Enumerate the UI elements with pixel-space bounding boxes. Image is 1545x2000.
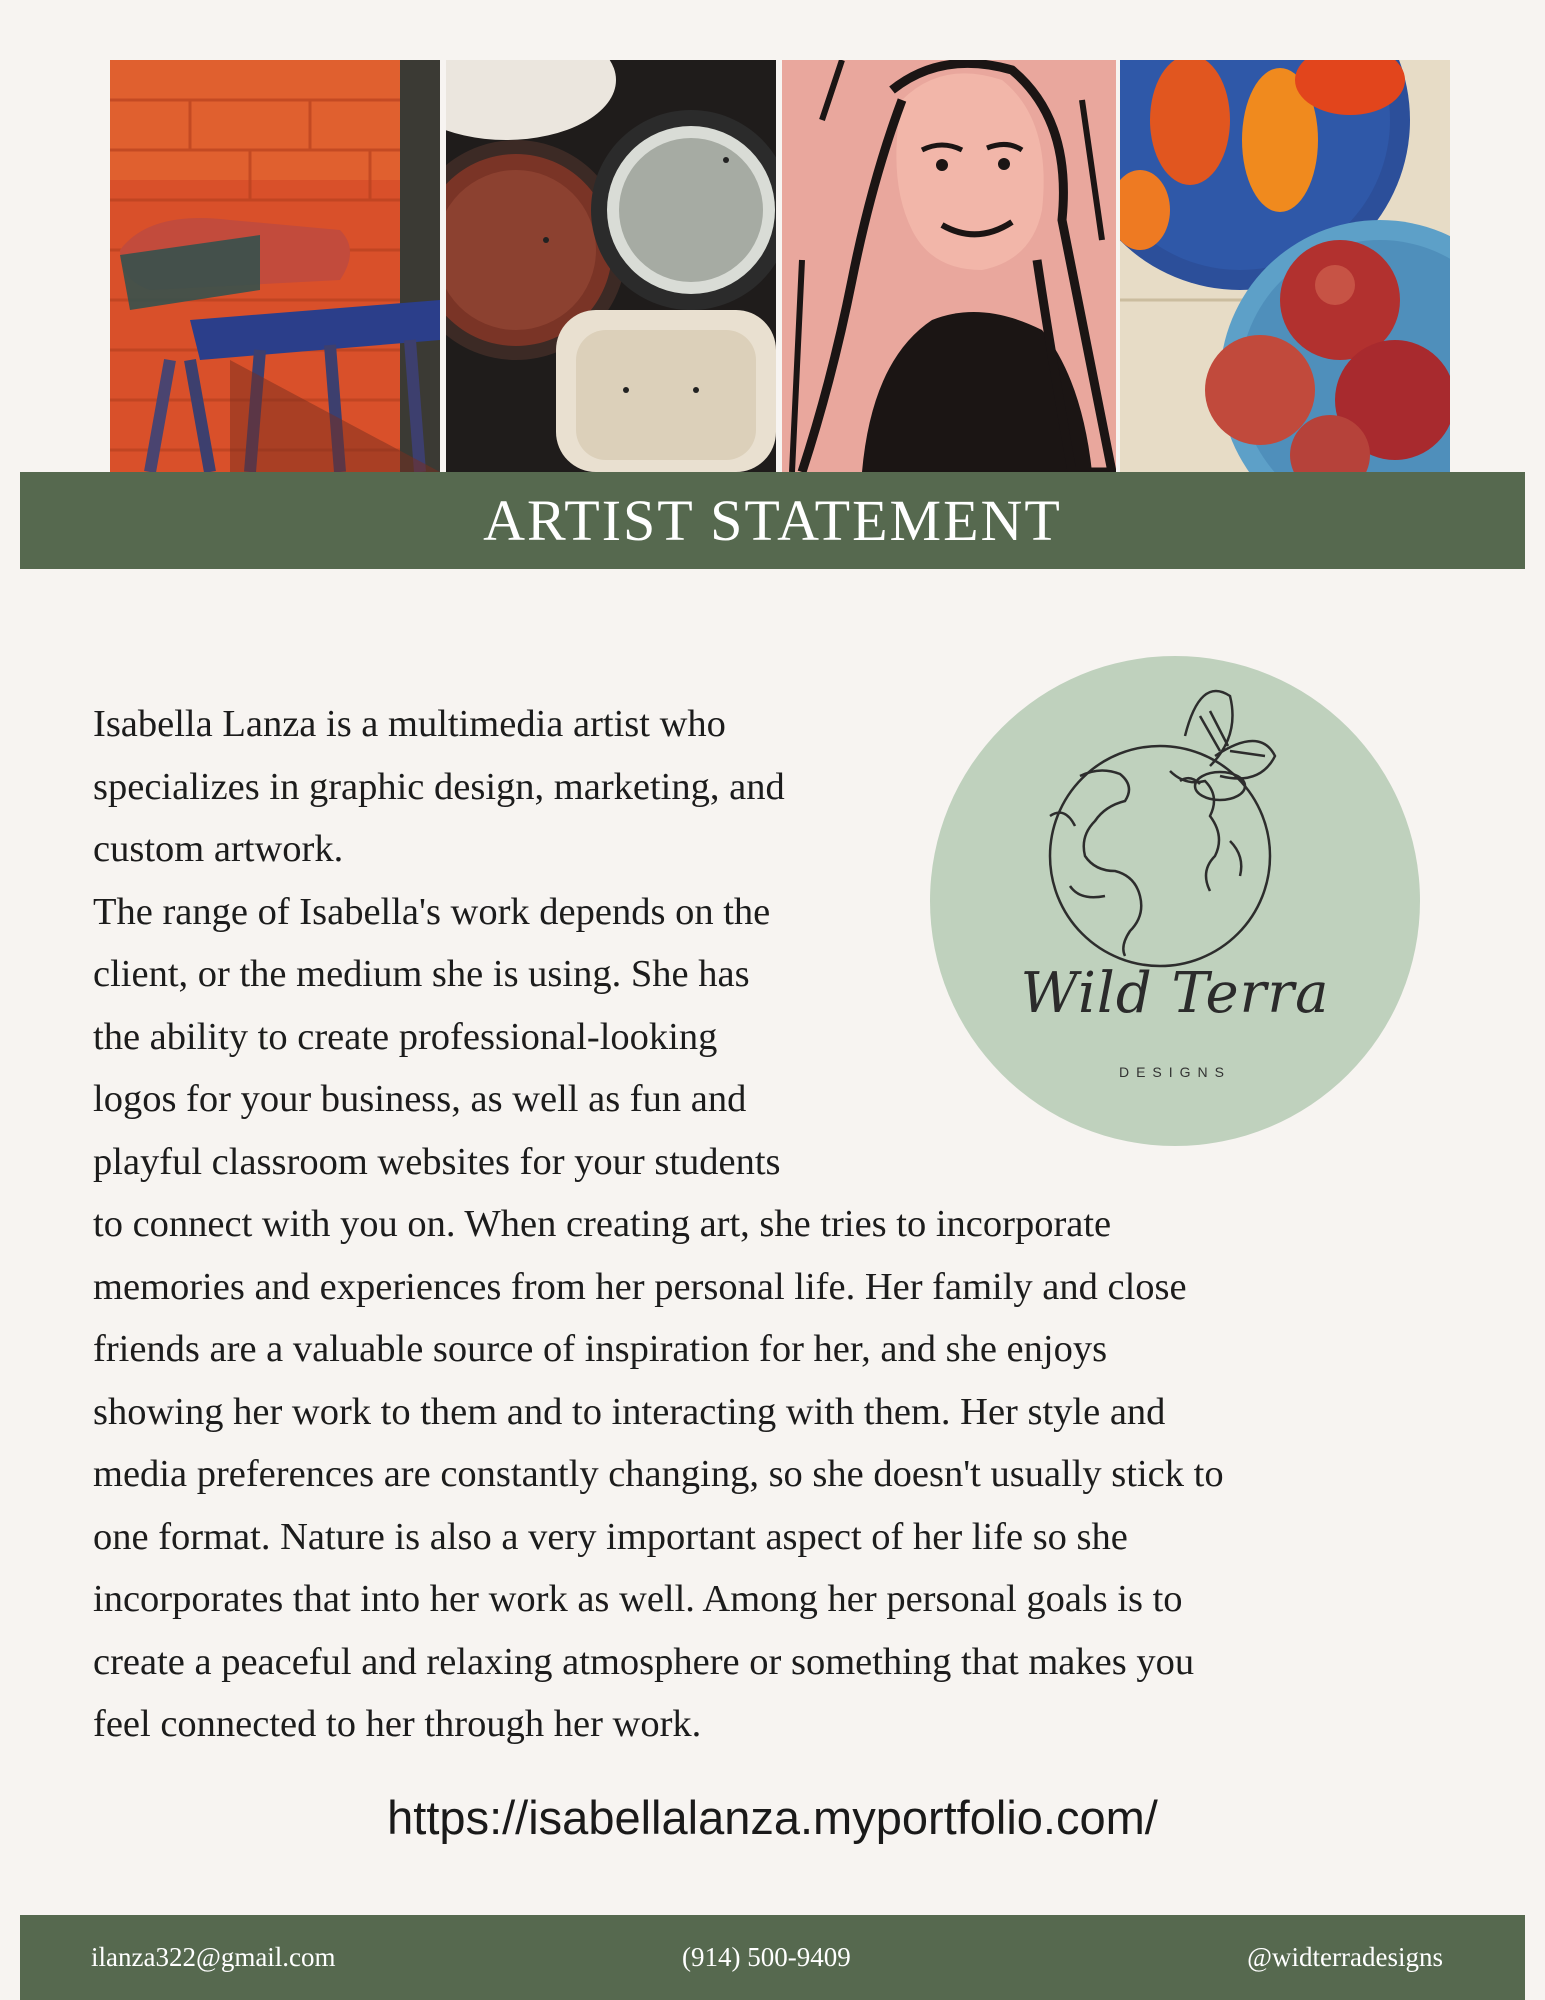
contact-footer <box>20 1915 1525 2000</box>
footer-phone-link[interactable]: (914) 500-9409 <box>682 1942 851 1972</box>
statement-line: one format. Nature is also a very important aspect of her life so she <box>93 1515 1128 1558</box>
statement-line: Isabella Lanza is a multimedia artist who <box>93 703 726 745</box>
statement-line: client, or the medium she is using. She has <box>93 953 750 995</box>
footer-email-link[interactable]: ilanza322@gmail.com <box>91 1942 336 1972</box>
statement-line: friends are a valuable source of inspiration for her, and she enjoys <box>93 1328 1108 1370</box>
gallery-photo-candles <box>446 60 776 472</box>
footer-social-handle[interactable]: @widterradesigns <box>1247 1942 1443 1972</box>
statement-line: create a peaceful and relaxing atmosphere or something that makes you <box>93 1640 1195 1683</box>
gallery-photo-chair-painting <box>110 60 440 472</box>
statement-line: playful classroom websites for your students <box>93 1140 781 1183</box>
title-banner <box>20 472 1525 569</box>
logo-brand-subtitle: DESIGNS <box>1118 1064 1231 1080</box>
statement-line: incorporates that into her work as well. Among her personal goals is to <box>93 1578 1183 1620</box>
statement-line: media preferences are constantly changing, so she doesn't usually stick to <box>93 1453 1224 1495</box>
page-title: ARTIST STATEMENT <box>483 488 1062 553</box>
statement-line: to connect with you on. When creating art, she tries to incorporate <box>93 1203 1112 1245</box>
statement-line: the ability to create professional-looking <box>93 1015 718 1058</box>
statement-line: feel connected to her through her work. <box>93 1703 702 1745</box>
statement-line: specializes in graphic design, marketing, and <box>93 765 785 808</box>
statement-line: The range of Isabella's work depends on the <box>93 890 771 933</box>
gallery-photo-fruit-still-life <box>1120 60 1450 472</box>
artist-statement <box>93 693 1413 1756</box>
gallery-photo-woodcut-portrait <box>782 60 1116 472</box>
portfolio-link[interactable]: https://isabellalanza.myportfolio.com/ <box>387 1791 1158 1844</box>
statement-line: logos for your business, as well as fun and <box>93 1078 747 1120</box>
statement-line: custom artwork. <box>93 828 344 870</box>
logo-brand-script: Wild Terra <box>1020 961 1330 1026</box>
statement-line: memories and experiences from her personal life. Her family and close <box>93 1265 1187 1308</box>
statement-line: showing her work to them and to interacting with them. Her style and <box>93 1390 1166 1433</box>
